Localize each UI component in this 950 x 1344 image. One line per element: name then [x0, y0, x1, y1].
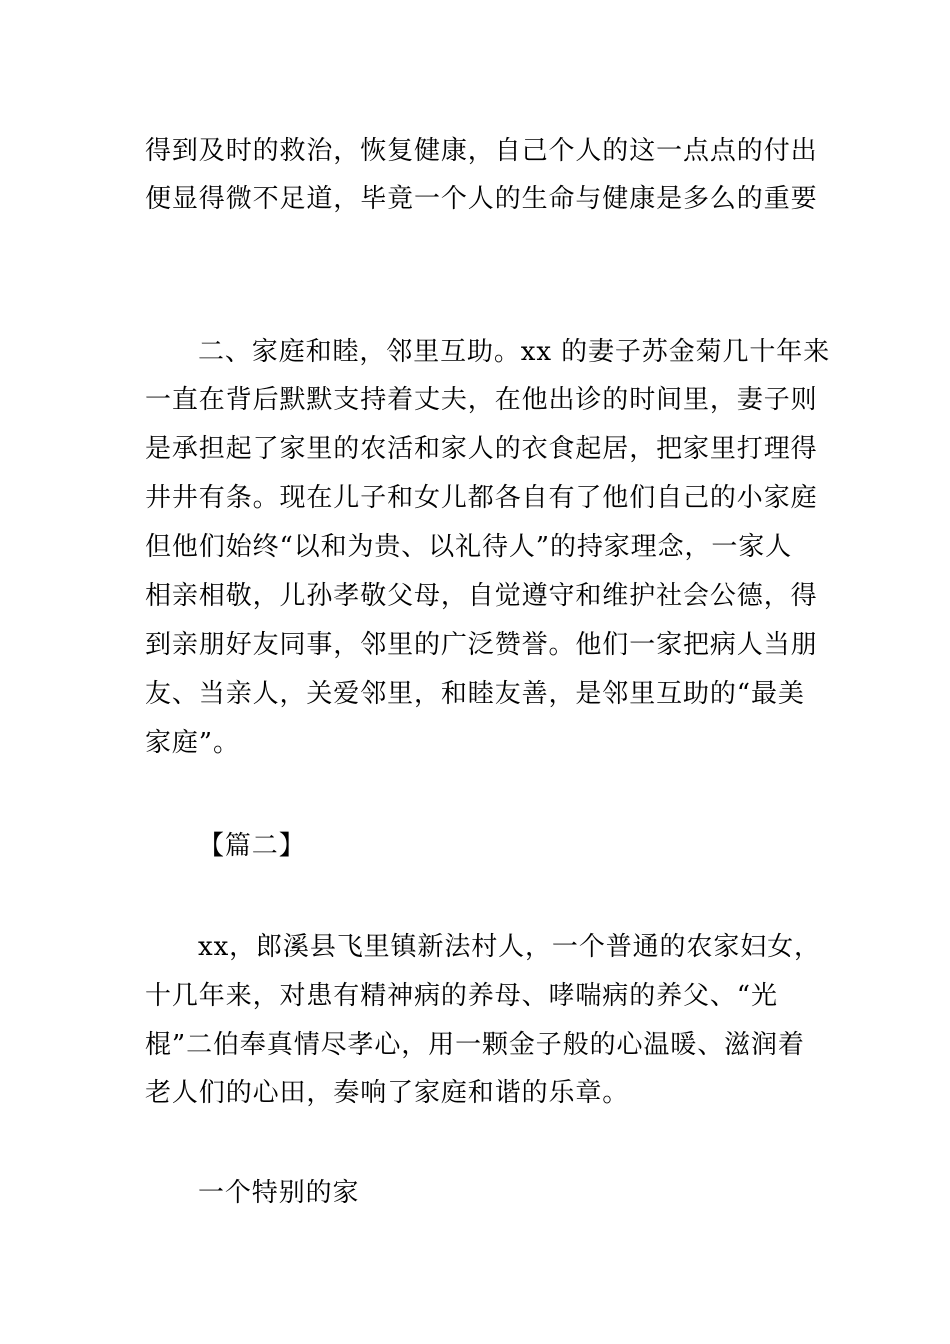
paragraph-line: 家庭”。 — [145, 728, 240, 758]
paragraph-line: 便显得微不足道，毕竟一个人的生命与健康是多么的重要 — [145, 184, 818, 214]
paragraph-line: 相亲相敬，儿孙孝敬父母，自觉遵守和维护社会公德，得 — [145, 581, 818, 611]
subheading: 一个特别的家 — [198, 1178, 360, 1208]
paragraph-line: 棍”二伯奉真情尽孝心，用一颗金子般的心温暖、滋润着 — [145, 1030, 805, 1060]
paragraph-line: 井井有条。现在儿子和女儿都各自有了他们自己的小家庭 — [145, 483, 818, 513]
paragraph-line: xx，郎溪县飞里镇新法村人，一个普通的农家妇女， — [198, 932, 821, 962]
paragraph-line: 但他们始终“以和为贵、以礼待人”的持家理念，一家人 — [145, 532, 793, 562]
paragraph-line: 十几年来，对患有精神病的养母、哮喘病的养父、“光 — [145, 981, 778, 1011]
paragraph-line: 得到及时的救治，恢复健康，自己个人的这一点点的付出 — [145, 136, 818, 166]
paragraph-line: 二、家庭和睦，邻里互助。xx 的妻子苏金菊几十年来 — [198, 337, 831, 367]
paragraph-line: 是承担起了家里的农活和家人的衣食起居，把家里打理得 — [145, 434, 818, 464]
paragraph-line: 一直在背后默默支持着丈夫，在他出诊的时间里，妻子则 — [145, 385, 818, 415]
paragraph-line: 友、当亲人，关爱邻里，和睦友善，是邻里互助的“最美 — [145, 679, 805, 709]
paragraph-line: 到亲朋好友同事，邻里的广泛赞誉。他们一家把病人当朋 — [145, 630, 818, 660]
paragraph-line: 老人们的心田，奏响了家庭和谐的乐章。 — [145, 1078, 630, 1108]
section-heading: 【篇二】 — [198, 831, 306, 861]
